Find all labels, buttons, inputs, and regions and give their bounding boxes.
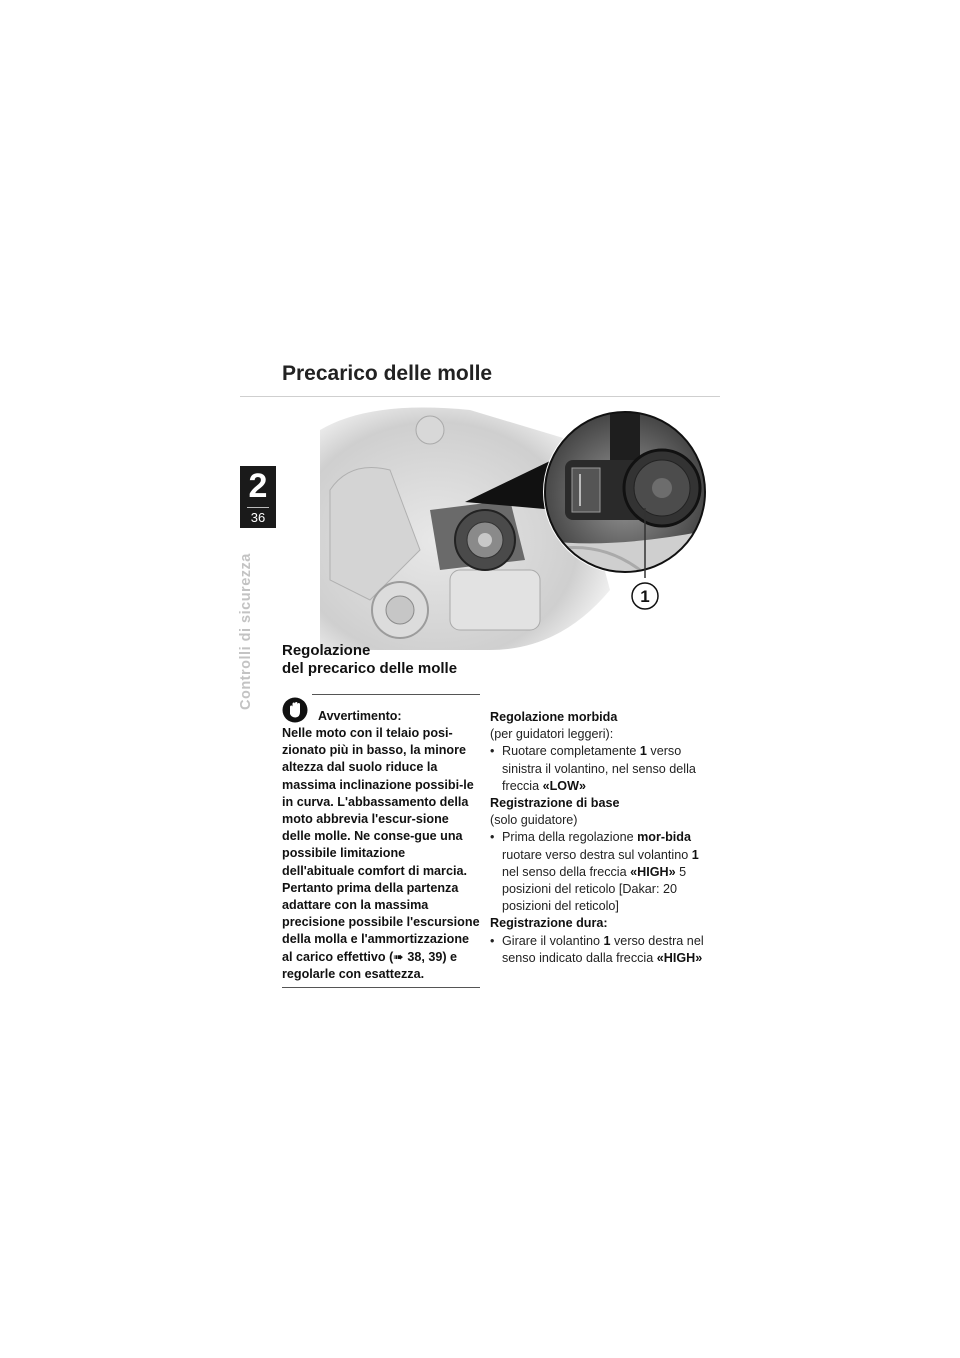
soft-step-b: verso sinistra il volantino, nel senso della freccia (502, 744, 696, 793)
warning-box (282, 694, 480, 988)
warning-text (282, 725, 480, 983)
page-number: 36 (250, 510, 266, 525)
base-step-num: 1 (691, 847, 699, 862)
base-step-b: ruotare verso destra sul volantino (502, 847, 692, 862)
hard-step-b: verso destra nel senso indicato dalla freccia (502, 933, 704, 965)
page-title: Precarico delle molle (282, 362, 493, 385)
warning-bottom-rule (282, 987, 480, 988)
base-setting-heading: Registrazione di base (490, 796, 620, 811)
page-reference-arrow-icon: ➠ (393, 949, 404, 964)
soft-step-a: Ruotare completamente (502, 744, 640, 759)
section-heading-line1: Regolazione (282, 642, 371, 659)
chapter-tab-divider (247, 507, 269, 508)
stop-hand-icon (282, 697, 308, 723)
hard-step-high: «HIGH» (656, 950, 703, 965)
soft-step-num: 1 (639, 744, 647, 759)
soft-step-low: «LOW» (542, 778, 586, 793)
adjustment-instructions (490, 709, 704, 967)
warning-label: Avvertimento: (318, 709, 402, 723)
base-step-c: nel senso della freccia (502, 864, 631, 879)
base-setting-step (490, 829, 704, 915)
soft-setting-sub: (per guidatori leggeri): (490, 727, 614, 742)
base-step-bold: mor-bida (637, 830, 691, 845)
hard-setting-step (490, 933, 704, 967)
soft-setting-step (490, 743, 704, 795)
section-heading (282, 642, 492, 678)
base-step-d: 5 posizioni del reticolo [Dakar: 20 posizioni del reticolo] (502, 864, 687, 914)
chapter-tab (240, 466, 276, 528)
hard-setting-heading: Registrazione dura: (490, 916, 608, 931)
side-chapter-text: Controlli di sicurezza (238, 553, 254, 710)
base-step-a: Prima della regolazione (502, 830, 638, 845)
hard-step-a: Girare il volantino (502, 933, 604, 948)
section-heading-line2: del precarico delle molle (282, 660, 458, 677)
base-setting-sub: (solo guidatore) (490, 813, 578, 828)
chapter-number: 2 (248, 467, 268, 505)
title-divider (240, 396, 720, 397)
figure-callout-1: 1 (640, 587, 650, 606)
spring-preload-photo (310, 400, 720, 650)
base-step-high: «HIGH» (630, 864, 676, 879)
warning-text-b: 38, 39) e regolarle con esattezza. (282, 949, 458, 981)
warning-text-a: Nelle moto con il telaio posi-zionato più in basso, la minore altezza dal suolo riduce la massima inclinazione possibi-le in curva. L'abbassamento della moto abbrevia l'escur-sione delle molle. Ne conse-gue una possibile limitazione dell'abituale comfort di marcia. Pertanto prima della partenza adattare con la massima precisione possibile l'escursione della molla e l'ammortizzazione al carico effettivo ( (282, 726, 480, 964)
hard-step-num: 1 (603, 933, 611, 948)
soft-setting-heading: Regolazione morbida (490, 710, 618, 724)
